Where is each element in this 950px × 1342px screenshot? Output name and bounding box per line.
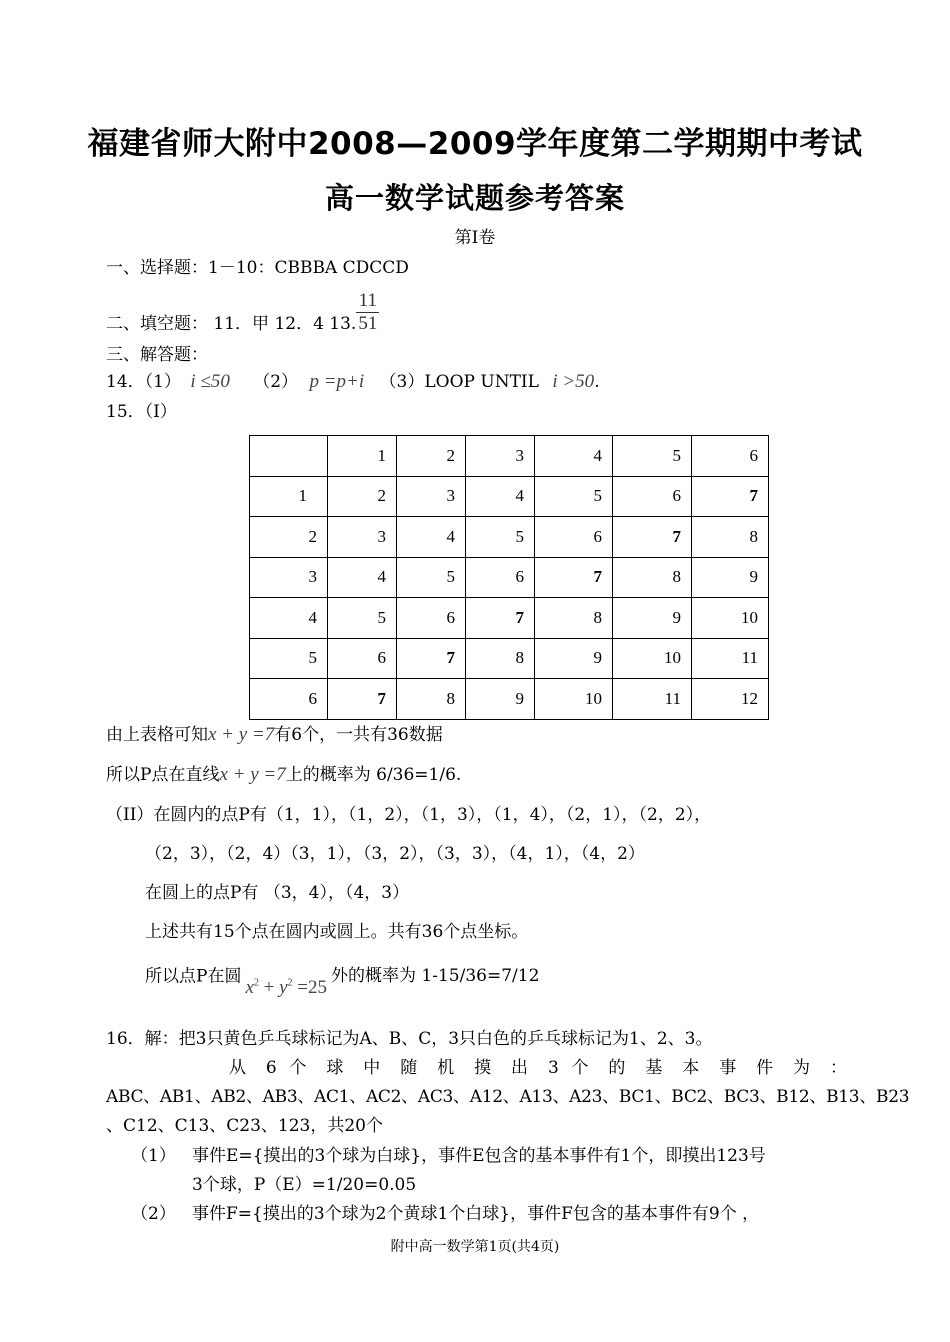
table-cell: 4 bbox=[466, 476, 535, 517]
table-cell: 4 bbox=[328, 557, 397, 598]
q14-math2: p =p+i bbox=[309, 371, 365, 392]
table-cell: 10 bbox=[535, 679, 613, 720]
q15-line2-text-a: 所以P点在直线 bbox=[106, 765, 220, 785]
table-cell: 11 bbox=[613, 679, 692, 720]
table-cell: 9 bbox=[466, 679, 535, 720]
document-title: 福建省师大附中2008—2009学年度第二学期期中考试 bbox=[87, 126, 863, 162]
table-cell: 6 bbox=[692, 436, 769, 477]
table-cell: 3 bbox=[328, 517, 397, 558]
table-cell: 9 bbox=[692, 557, 769, 598]
q15-line1-math: x + y =7 bbox=[208, 724, 275, 745]
table-cell: 5 bbox=[535, 476, 613, 517]
table-cell: 12 bbox=[692, 679, 769, 720]
table-cell: 10 bbox=[692, 598, 769, 639]
sum-table bbox=[249, 435, 769, 720]
q16-item1-text: 事件E={摸出的3个球为白球}，事件E包含的基本事件有1个，即摸出123号 bbox=[192, 1146, 766, 1166]
q16-item1-text2: 3个球，P（E）=1/20=0.05 bbox=[192, 1175, 417, 1195]
q16-item1-label: （1） bbox=[131, 1146, 176, 1166]
table-cell: 5 bbox=[328, 598, 397, 639]
table-cell: 5 bbox=[397, 557, 466, 598]
q15-line2-text-b: 上的概率为 6/36=1/6. bbox=[285, 765, 462, 785]
q15-part2-line5-text-a: 所以点P在圆 bbox=[145, 966, 242, 987]
table-cell: 9 bbox=[613, 598, 692, 639]
table-cell: 7 bbox=[328, 679, 397, 720]
q16-item2-label: （2） bbox=[131, 1204, 176, 1224]
table-cell: 1 bbox=[328, 436, 397, 477]
q2-denominator: 51 bbox=[358, 313, 378, 334]
table-cell: 4 bbox=[250, 598, 328, 639]
q15-part2-line3: 在圆上的点P有 （3，4），（4，3） bbox=[145, 883, 410, 903]
q15-line2 bbox=[106, 765, 461, 785]
table-cell: 8 bbox=[466, 638, 535, 679]
circle-equation: $x^2 + y^2 =25$ bbox=[245, 977, 328, 999]
q16-line1: 16．解：把3只黄色乒乓球标记为A、B、C，3只白色的乒乓球标记为1、2、3。 bbox=[106, 1029, 713, 1049]
q14-end: . bbox=[594, 372, 600, 392]
table-cell: 8 bbox=[692, 517, 769, 558]
q2-numerator: 11 bbox=[356, 290, 379, 313]
table-cell: 8 bbox=[397, 679, 466, 720]
table-cell: 3 bbox=[250, 557, 328, 598]
q16-item2-text: 事件F={摸出的3个球为2个黄球1个白球}，事件F包含的基本事件有9个 ， bbox=[192, 1204, 760, 1224]
table-cell: 2 bbox=[250, 517, 328, 558]
document-subtitle: 高一数学试题参考答案 bbox=[324, 181, 625, 215]
q15-line1-text-b: 有6个，一共有36数据 bbox=[274, 725, 443, 745]
table-cell: 6 bbox=[613, 476, 692, 517]
q15-line1-text-a: 由上表格可知 bbox=[106, 725, 208, 745]
q15-part2-line4: 上述共有15个点在圆内或圆上。共有36个点坐标。 bbox=[145, 922, 529, 942]
q16-line3: ABC、AB1、AB2、AB3、AC1、AC2、AC3、A12、A13、A23、BC1、BC2、BC3、B12、B13、B23 bbox=[106, 1087, 910, 1107]
table-cell: 7 bbox=[397, 638, 466, 679]
table-cell: 2 bbox=[397, 436, 466, 477]
q3-heading: 三、解答题： bbox=[106, 345, 208, 365]
circle-y: y bbox=[279, 977, 288, 999]
table-cell: 6 bbox=[250, 679, 328, 720]
q15-line2-math: x + y =7 bbox=[219, 764, 286, 785]
table-cell: 6 bbox=[466, 557, 535, 598]
q14-math3: i >50 bbox=[552, 371, 595, 392]
q14-part3-label: （3）LOOP UNTIL bbox=[379, 372, 539, 392]
q14-answer bbox=[106, 372, 600, 392]
table-cell bbox=[250, 436, 328, 477]
circle-x: x bbox=[245, 977, 254, 999]
table-header-row bbox=[250, 436, 769, 477]
table-cell: 6 bbox=[535, 517, 613, 558]
q15-line1 bbox=[106, 725, 443, 745]
table-cell: 3 bbox=[466, 436, 535, 477]
table-cell: 5 bbox=[466, 517, 535, 558]
table-cell: 1 bbox=[250, 476, 328, 517]
volume-label: 第I卷 bbox=[454, 228, 496, 248]
table-cell: 6 bbox=[328, 638, 397, 679]
q15-part2-line5-text-b: 外的概率为 1-15/36=7/12 bbox=[331, 966, 540, 987]
table-cell: 5 bbox=[250, 638, 328, 679]
table-cell: 3 bbox=[397, 476, 466, 517]
table-row bbox=[250, 638, 769, 679]
q14-math1: i ≤50 bbox=[190, 371, 230, 392]
table-cell: 8 bbox=[535, 598, 613, 639]
circle-x-exponent: 2 bbox=[253, 978, 259, 989]
q16-line2: 从 6 个 球 中 随 机 摸 出 3 个 的 基 本 事 件 为 ： bbox=[229, 1058, 847, 1078]
table-cell: 11 bbox=[692, 638, 769, 679]
table-cell: 7 bbox=[535, 557, 613, 598]
q2-fraction bbox=[356, 290, 379, 335]
circle-rhs: =25 bbox=[292, 977, 328, 999]
q15-label: 15．（I） bbox=[106, 402, 177, 422]
q2-text: 二、填空题： 11．甲 12．4 13. bbox=[106, 314, 357, 334]
q15-part2-line5 bbox=[145, 962, 540, 999]
q14-part1-label: 14．（1） bbox=[106, 372, 181, 392]
table-cell: 4 bbox=[535, 436, 613, 477]
table-cell: 6 bbox=[397, 598, 466, 639]
table-row bbox=[250, 557, 769, 598]
table-row bbox=[250, 476, 769, 517]
table-cell: 5 bbox=[613, 436, 692, 477]
table-row bbox=[250, 598, 769, 639]
page-footer: 附中高一数学第1页(共4页) bbox=[390, 1239, 560, 1255]
table-cell: 7 bbox=[466, 598, 535, 639]
table-row bbox=[250, 517, 769, 558]
table-cell: 7 bbox=[692, 476, 769, 517]
q16-line4: 、C12、C13、C23、123，共20个 bbox=[106, 1116, 383, 1136]
table-cell: 7 bbox=[613, 517, 692, 558]
table-cell: 9 bbox=[535, 638, 613, 679]
q15-part2-line1: （II）在圆内的点P有（1，1），（1，2），（1，3），（1，4），（2，1），（2，2）， bbox=[106, 805, 712, 825]
circle-y-exponent: 2 bbox=[287, 978, 293, 989]
q2-answer bbox=[106, 290, 379, 335]
table-cell: 4 bbox=[397, 517, 466, 558]
table-cell: 8 bbox=[613, 557, 692, 598]
table-cell: 2 bbox=[328, 476, 397, 517]
table-row bbox=[250, 679, 769, 720]
q14-part2-label: （2） bbox=[253, 372, 299, 392]
table-cell: 10 bbox=[613, 638, 692, 679]
q15-part2-line2: （2，3），（2，4）（3，1），（3，2），（3，3），（4，1），（4，2） bbox=[145, 844, 645, 864]
q1-answer: 一、选择题：1－10：CBBBA CDCCD bbox=[106, 258, 409, 278]
